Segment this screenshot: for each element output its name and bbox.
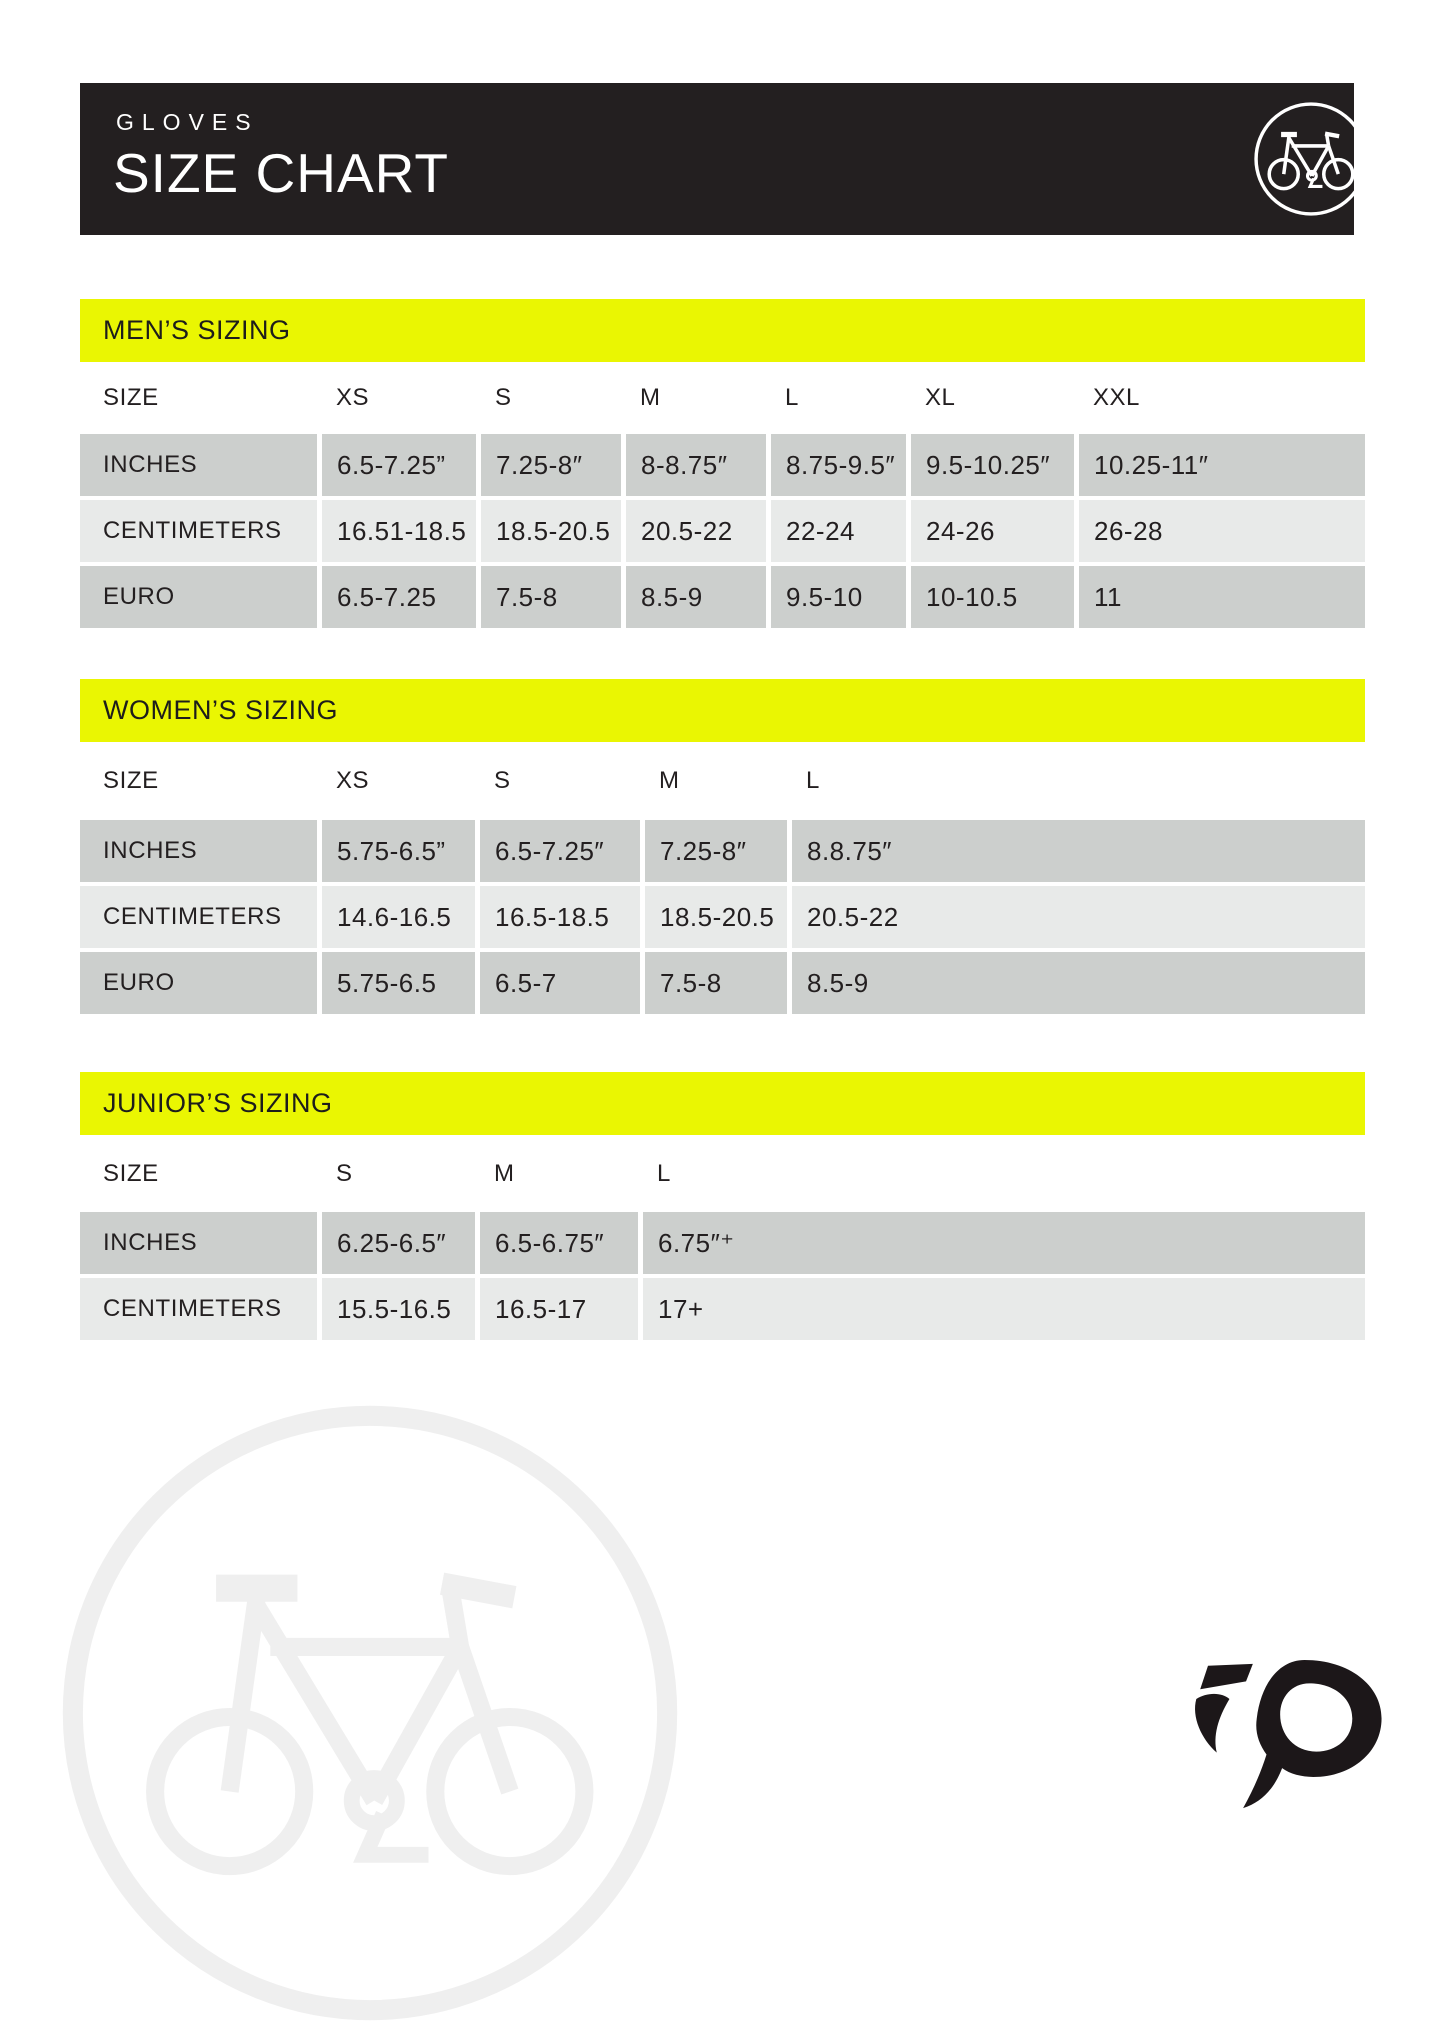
mens-inches-row — [80, 434, 1365, 496]
juniors-sizing-section — [80, 1072, 1365, 1340]
size-header-label: SIZE — [103, 767, 159, 794]
section-title-juniors — [80, 1072, 1365, 1135]
row-label: INCHES — [80, 1212, 317, 1274]
section-title-label: JUNIOR’S SIZING — [103, 1088, 333, 1118]
womens-inches-row — [80, 820, 1365, 882]
womens-size-header-row — [80, 742, 1365, 820]
table-cell: 15.5-16.5 — [322, 1278, 475, 1340]
table-cell: 5.75-6.5” — [322, 820, 475, 882]
table-cell: 7.5-8 — [481, 566, 621, 628]
table-cell: 8.75-9.5″ — [771, 434, 906, 496]
womens-euro-row — [80, 952, 1365, 1014]
table-cell: 7.5-8 — [645, 952, 787, 1014]
size-col-header: S — [495, 384, 512, 411]
size-col-header: M — [494, 1159, 515, 1187]
juniors-centimeters-row — [80, 1278, 1365, 1340]
table-cell: 11 — [1079, 566, 1365, 628]
table-cell: 8.8.75″ — [792, 820, 1365, 882]
womens-centimeters-row — [80, 886, 1365, 948]
table-cell: 6.25-6.5″ — [322, 1212, 475, 1274]
table-cell: 20.5-22 — [792, 886, 1365, 948]
table-cell: 17+ — [643, 1278, 1365, 1340]
table-cell: 16.51-18.5 — [322, 500, 476, 562]
bicycle-icon — [1252, 100, 1354, 218]
table-cell: 9.5-10.25″ — [911, 434, 1074, 496]
table-cell: 16.5-18.5 — [480, 886, 640, 948]
table-cell: 7.25-8″ — [481, 434, 621, 496]
size-col-header: L — [785, 384, 799, 411]
size-col-header: M — [640, 384, 661, 411]
size-header-label: SIZE — [103, 384, 159, 411]
juniors-inches-row — [80, 1212, 1365, 1274]
table-cell: 6.5-6.75″ — [480, 1212, 638, 1274]
row-label: INCHES — [80, 434, 317, 496]
page-title: SIZE CHART — [113, 142, 449, 204]
row-label: EURO — [80, 566, 317, 628]
table-cell: 8.5-9 — [626, 566, 766, 628]
size-col-header: XL — [925, 384, 956, 411]
table-cell: 18.5-20.5 — [645, 886, 787, 948]
table-cell: 24-26 — [911, 500, 1074, 562]
header-banner — [80, 83, 1354, 235]
table-cell: 8.5-9 — [792, 952, 1365, 1014]
size-chart-content — [80, 299, 1365, 1340]
section-title-womens — [80, 679, 1365, 742]
size-col-header: XS — [336, 384, 370, 411]
size-col-header: S — [494, 767, 511, 794]
section-title-mens — [80, 299, 1365, 362]
pearl-izumi-logo — [1188, 1658, 1384, 1814]
product-category: GLOVES — [116, 109, 259, 135]
size-col-header: XS — [336, 767, 370, 794]
row-label: CENTIMETERS — [80, 500, 317, 562]
section-title-label: WOMEN’S SIZING — [103, 695, 338, 725]
size-col-header: M — [659, 767, 680, 794]
womens-sizing-section — [80, 679, 1365, 1014]
table-cell: 6.5-7.25” — [322, 434, 476, 496]
table-cell: 6.5-7.25 — [322, 566, 476, 628]
bicycle-watermark — [45, 1388, 695, 2038]
size-header-label: SIZE — [103, 1159, 159, 1187]
size-col-header: XXL — [1093, 384, 1140, 411]
mens-sizing-section — [80, 299, 1365, 628]
section-title-label: MEN’S SIZING — [103, 315, 291, 345]
table-cell: 8-8.75″ — [626, 434, 766, 496]
table-cell: 26-28 — [1079, 500, 1365, 562]
row-label: CENTIMETERS — [80, 1278, 317, 1340]
table-cell: 7.25-8″ — [645, 820, 787, 882]
table-cell: 9.5-10 — [771, 566, 906, 628]
size-col-header: L — [657, 1159, 671, 1187]
juniors-size-header-row — [80, 1135, 1365, 1212]
size-col-header: S — [336, 1159, 353, 1187]
mens-centimeters-row — [80, 500, 1365, 562]
row-label: EURO — [80, 952, 317, 1014]
row-label: INCHES — [80, 820, 317, 882]
table-cell: 14.6-16.5 — [322, 886, 475, 948]
table-cell: 5.75-6.5 — [322, 952, 475, 1014]
table-cell: 6.5-7.25″ — [480, 820, 640, 882]
table-cell: 10.25-11″ — [1079, 434, 1365, 496]
table-cell: 22-24 — [771, 500, 906, 562]
mens-euro-row — [80, 566, 1365, 628]
table-cell: 6.5-7 — [480, 952, 640, 1014]
table-cell: 20.5-22 — [626, 500, 766, 562]
table-cell: 18.5-20.5 — [481, 500, 621, 562]
size-col-header: L — [806, 767, 820, 794]
table-cell: 10-10.5 — [911, 566, 1074, 628]
mens-size-header-row — [80, 362, 1365, 434]
table-cell: 6.75″⁺ — [643, 1212, 1365, 1274]
table-cell: 16.5-17 — [480, 1278, 638, 1340]
row-label: CENTIMETERS — [80, 886, 317, 948]
